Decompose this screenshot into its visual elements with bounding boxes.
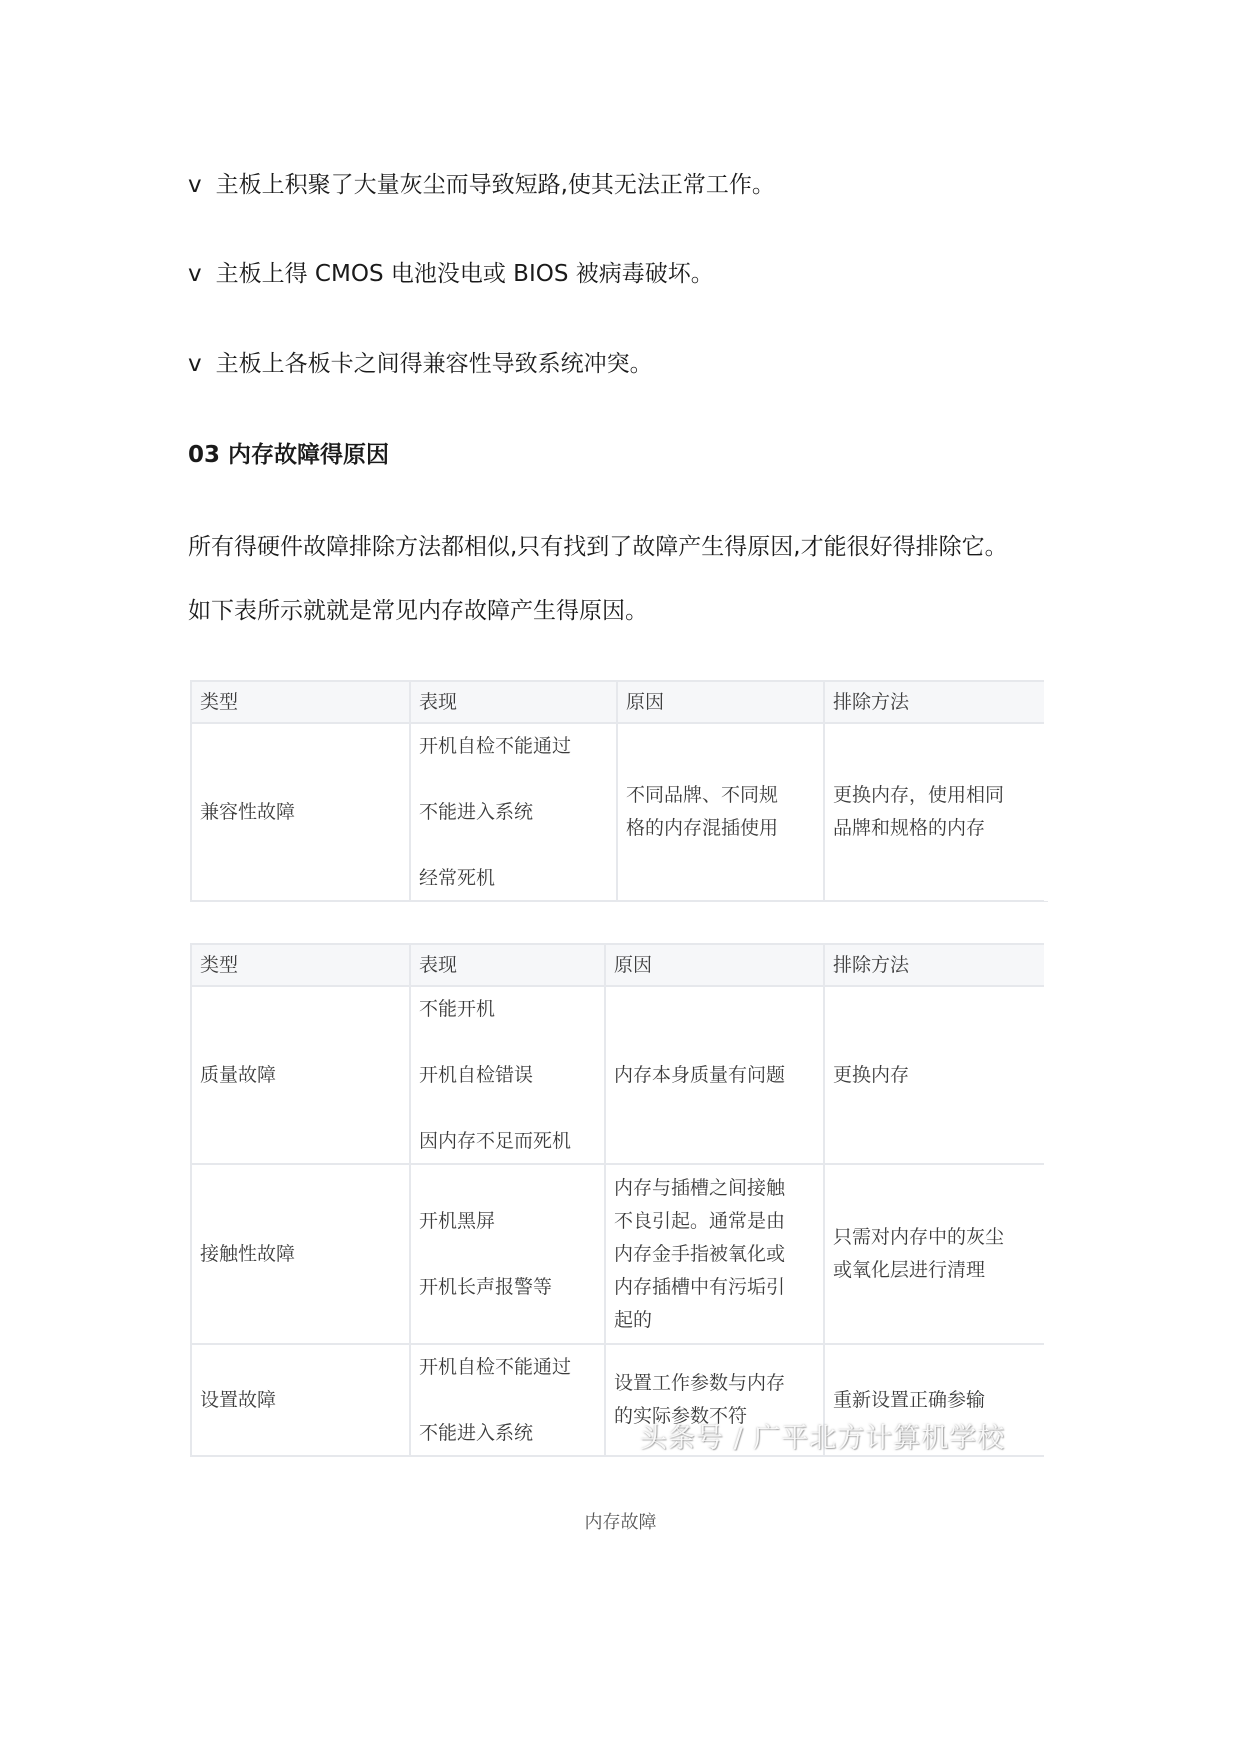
fix-line: 重新设置正确参输 [833, 1388, 986, 1411]
table-edge-mask [1044, 676, 1054, 901]
cell-type: 兼容性故障 [191, 723, 410, 901]
bullet-text: 主板上积聚了大量灰尘而导致短路,使其无法正常工作。 [215, 172, 775, 198]
symptom-line: 开机自检错误 [419, 1063, 534, 1086]
symptom-line: 开机黑屏 [419, 1209, 496, 1232]
cell-fix [824, 723, 1047, 901]
watermark: 头条号 / 广平北方计算机学校 [640, 1423, 1006, 1454]
col-header-type: 类型 [191, 944, 410, 986]
symptom-line: 开机长声报警等 [419, 1275, 553, 1298]
bullet-mark: v [188, 261, 202, 287]
table-row [191, 723, 1047, 901]
symptom-line: 开机自检不能通过 [419, 1355, 572, 1378]
table-row [191, 986, 1047, 1164]
symptom-line: 不能进入系统 [419, 1421, 534, 1444]
fix-line: 只需对内存中的灰尘 [833, 1226, 1005, 1248]
symptom-line: 因内存不足而死机 [419, 1129, 572, 1152]
bullet-item [188, 259, 714, 289]
col-header-symptom: 表现 [410, 681, 617, 723]
bullet-item [188, 349, 653, 379]
symptom-line: 开机自检不能通过 [419, 734, 572, 757]
col-header-symptom: 表现 [410, 944, 605, 986]
table-edge-mask [1044, 939, 1054, 1459]
col-header-cause: 原因 [617, 681, 824, 723]
cause-line: 不同品牌、不同规 [626, 784, 779, 806]
cause-line: 内存与插槽之间接触 [614, 1176, 786, 1199]
fix-line: 更换内存 [833, 1063, 910, 1086]
bullet-item [188, 170, 775, 200]
cell-cause [605, 986, 824, 1164]
bullet-text: 主板上各板卡之间得兼容性导致系统冲突。 [215, 351, 653, 377]
fix-line: 品牌和规格的内存 [833, 817, 986, 839]
cell-symptoms [410, 1344, 605, 1456]
bullet-mark: v [188, 351, 202, 377]
cell-fix [824, 986, 1047, 1164]
symptom-line: 经常死机 [419, 866, 496, 889]
paragraph: 所有得硬件故障排除方法都相似,只有找到了故障产生得原因,才能很好得排除它。 [188, 534, 1008, 560]
bullet-text: 主板上得 CMOS 电池没电或 BIOS 被病毒破坏。 [215, 261, 714, 287]
cell-type: 接触性故障 [191, 1164, 410, 1344]
col-header-fix: 排除方法 [824, 681, 1047, 723]
fix-line: 或氧化层进行清理 [833, 1259, 986, 1281]
cell-cause [605, 1164, 824, 1344]
cause-line: 设置工作参数与内存 [614, 1372, 786, 1394]
symptom-line: 不能开机 [419, 997, 496, 1020]
cause-line: 内存金手指被氧化或 [614, 1242, 786, 1265]
memory-fault-table-2 [190, 943, 1048, 1457]
bullet-mark: v [188, 172, 202, 198]
cell-cause [617, 723, 824, 901]
cell-fix [824, 1164, 1047, 1344]
memory-fault-table-1 [190, 680, 1048, 902]
cause-line: 的实际参数不符 [614, 1405, 748, 1427]
section-heading: 03 内存故障得原因 [188, 442, 390, 468]
cause-line: 格的内存混插使用 [626, 817, 779, 839]
cause-line: 不良引起。通常是由 [614, 1209, 786, 1232]
cell-symptoms [410, 986, 605, 1164]
image-caption: 内存故障 [584, 1512, 657, 1533]
cause-line: 起的 [614, 1308, 653, 1331]
col-header-fix: 排除方法 [824, 944, 1047, 986]
paragraph: 如下表所示就就是常见内存故障产生得原因。 [188, 598, 648, 624]
cause-line: 内存插槽中有污垢引 [614, 1275, 786, 1298]
symptom-line: 不能进入系统 [419, 800, 534, 823]
table-row [191, 1164, 1047, 1344]
cell-type: 设置故障 [191, 1344, 410, 1456]
fix-line: 更换内存，使用相同 [833, 784, 1005, 806]
cell-type: 质量故障 [191, 986, 410, 1164]
col-header-type: 类型 [191, 681, 410, 723]
col-header-cause: 原因 [605, 944, 824, 986]
cell-symptoms [410, 723, 617, 901]
cause-line: 内存本身质量有问题 [614, 1063, 786, 1086]
cell-symptoms [410, 1164, 605, 1344]
